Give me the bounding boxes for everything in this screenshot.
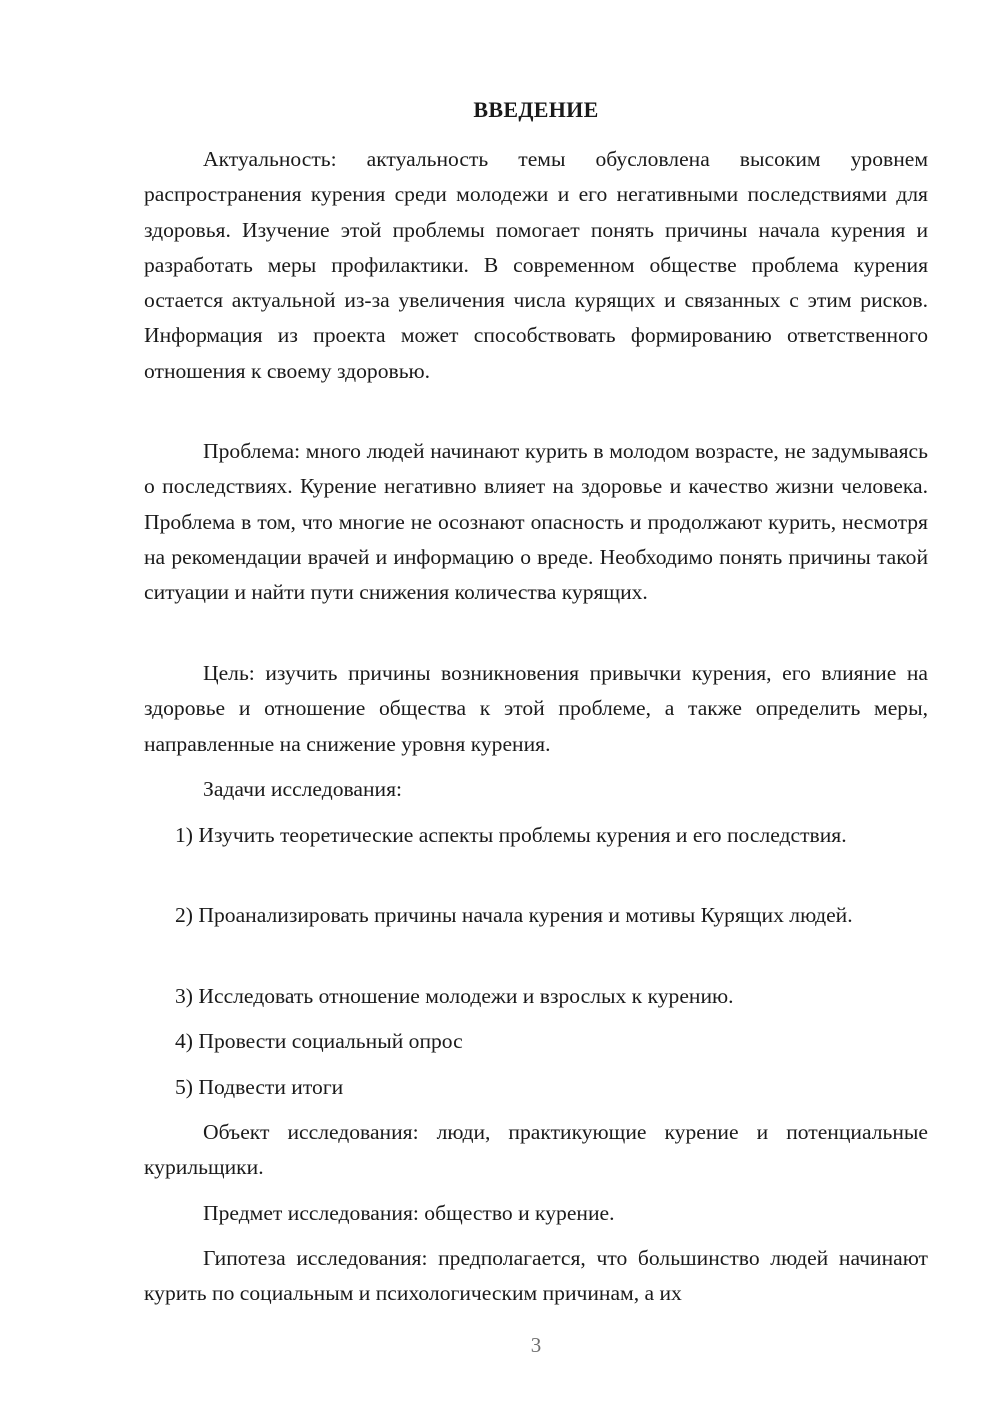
task-item: 4) Провести социальный опрос	[175, 1029, 463, 1053]
task-item: 5) Подвести итоги	[175, 1075, 344, 1099]
page-title: ВВЕДЕНИЕ	[473, 97, 599, 122]
hypothesis-paragraph: Гипотеза исследования: предполагается, что большинство людей начинают курить по социальным и психологическим причинам, а их	[144, 1246, 928, 1306]
page-number: 3	[530, 1333, 542, 1357]
object-paragraph: Объект исследования: люди, практикующие курение и потенциальные курильщики.	[144, 1120, 928, 1180]
task-item: 2) Проанализировать причины начала курения и мотивы Курящих людей.	[175, 903, 853, 927]
task-item: 1) Изучить теоретические аспекты проблемы курения и его последствия.	[175, 823, 847, 847]
task-item: 3) Исследовать отношение молодежи и взрослых к курению.	[175, 984, 734, 1008]
subject-paragraph: Предмет исследования: общество и курение.	[203, 1201, 615, 1225]
problem-paragraph: Проблема: много людей начинают курить в молодом возрасте, не задумываясь о последствиях. Курение негативно влияет на здоровье и качество жизни человека. Проблема в том, что многие не осознают опасность и продолжают курить, несмотря на рекомендации врачей и информацию о вреде. Необходимо понять причины такой ситуации и найти пути снижения количества курящих.	[144, 439, 928, 605]
goal-paragraph: Цель: изучить причины возникновения привычки курения, его влияние на здоровье и отношение общества к этой проблеме, а также определить меры, направленные на снижение уровня курения.	[144, 661, 928, 756]
relevance-paragraph: Актуальность: актуальность темы обусловлена высоким уровнем распространения курения среди молодежи и его негативными последствиями для здоровья. Изучение этой проблемы помогает понять причины начала курения и разработать меры профилактики. В современном обществе проблема курения остается актуальной из-за увеличения числа курящих и связанных с этим рисков. Информация из проекта может способствовать формированию ответственного отношения к своему здоровью.	[144, 147, 928, 383]
tasks-title: Задачи исследования:	[203, 777, 403, 801]
